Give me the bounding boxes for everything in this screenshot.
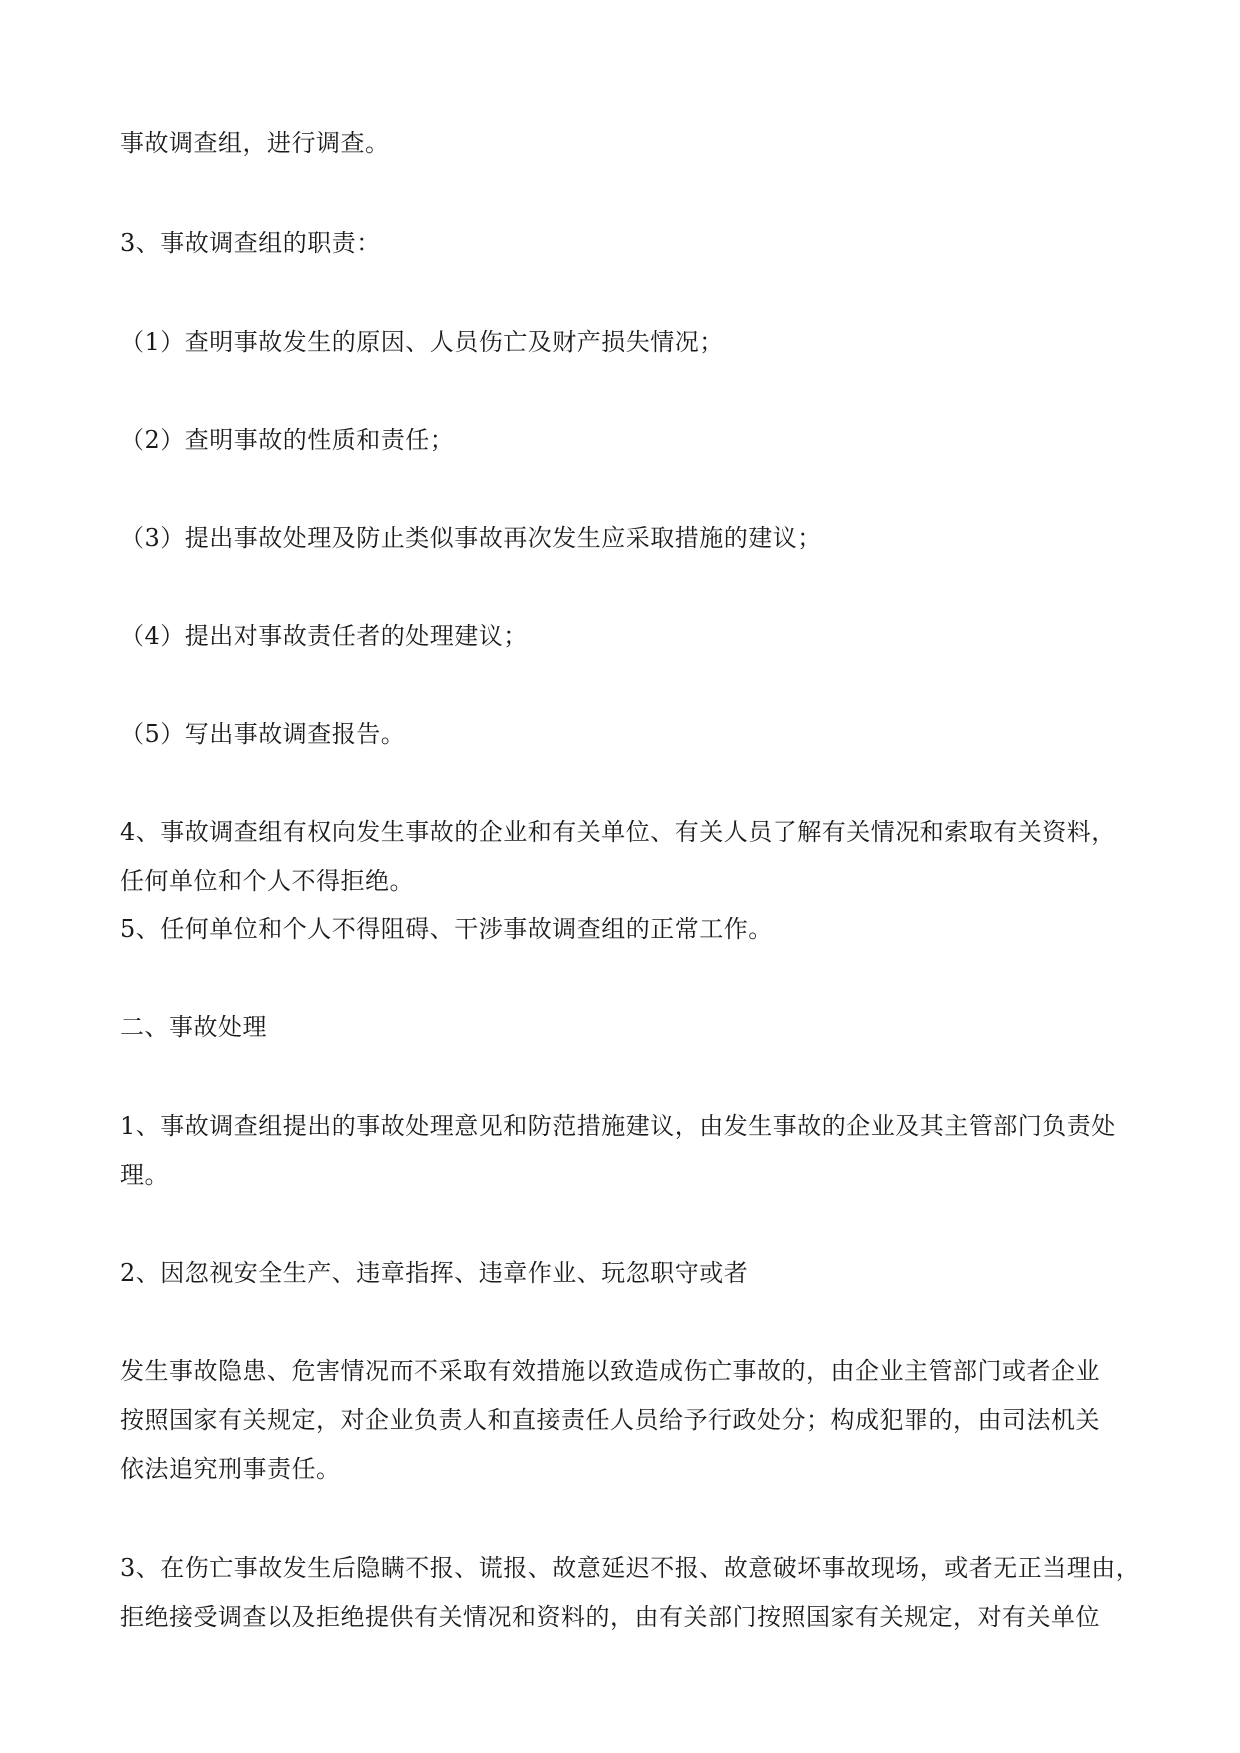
text-line: 理。	[120, 1161, 169, 1189]
text-line: 事故调查组，进行调查。	[120, 129, 390, 157]
text-line: （1）查明事故发生的原因、人员伤亡及财产损失情况；	[120, 328, 724, 356]
text-line: 发生事故隐患、危害情况而不采取有效措施以致造成伤亡事故的，由企业主管部门或者企业	[120, 1357, 1100, 1385]
text-line: （5）写出事故调查报告。	[120, 720, 406, 748]
text-line: 5、任何单位和个人不得阻碍、干涉事故调查组的正常工作。	[120, 915, 773, 943]
text-line: （3）提出事故处理及防止类似事故再次发生应采取措施的建议；	[120, 524, 822, 552]
text-line: （2）查明事故的性质和责任；	[120, 426, 455, 454]
text-line: 任何单位和个人不得拒绝。	[120, 867, 414, 895]
text-line: 3、在伤亡事故发生后隐瞒不报、谎报、故意延迟不报、故意破坏事故现场，或者无正当理由，	[120, 1554, 1141, 1582]
text-line: 2、因忽视安全生产、违章指挥、违章作业、玩忽职守或者	[120, 1259, 749, 1287]
text-line: 3、事故调查组的职责：	[120, 229, 381, 257]
text-line: （4）提出对事故责任者的处理建议；	[120, 622, 528, 650]
text-line: 拒绝接受调查以及拒绝提供有关情况和资料的，由有关部门按照国家有关规定，对有关单位	[120, 1603, 1100, 1631]
text-line: 按照国家有关规定，对企业负责人和直接责任人员给予行政处分；构成犯罪的，由司法机关	[120, 1406, 1100, 1434]
text-line: 4、事故调查组有权向发生事故的企业和有关单位、有关人员了解有关情况和索取有关资料，	[120, 818, 1116, 846]
text-line: 依法追究刑事责任。	[120, 1455, 341, 1483]
text-line: 1、事故调查组提出的事故处理意见和防范措施建议，由发生事故的企业及其主管部门负责处	[120, 1112, 1116, 1140]
section-heading: 二、事故处理	[120, 1013, 267, 1041]
